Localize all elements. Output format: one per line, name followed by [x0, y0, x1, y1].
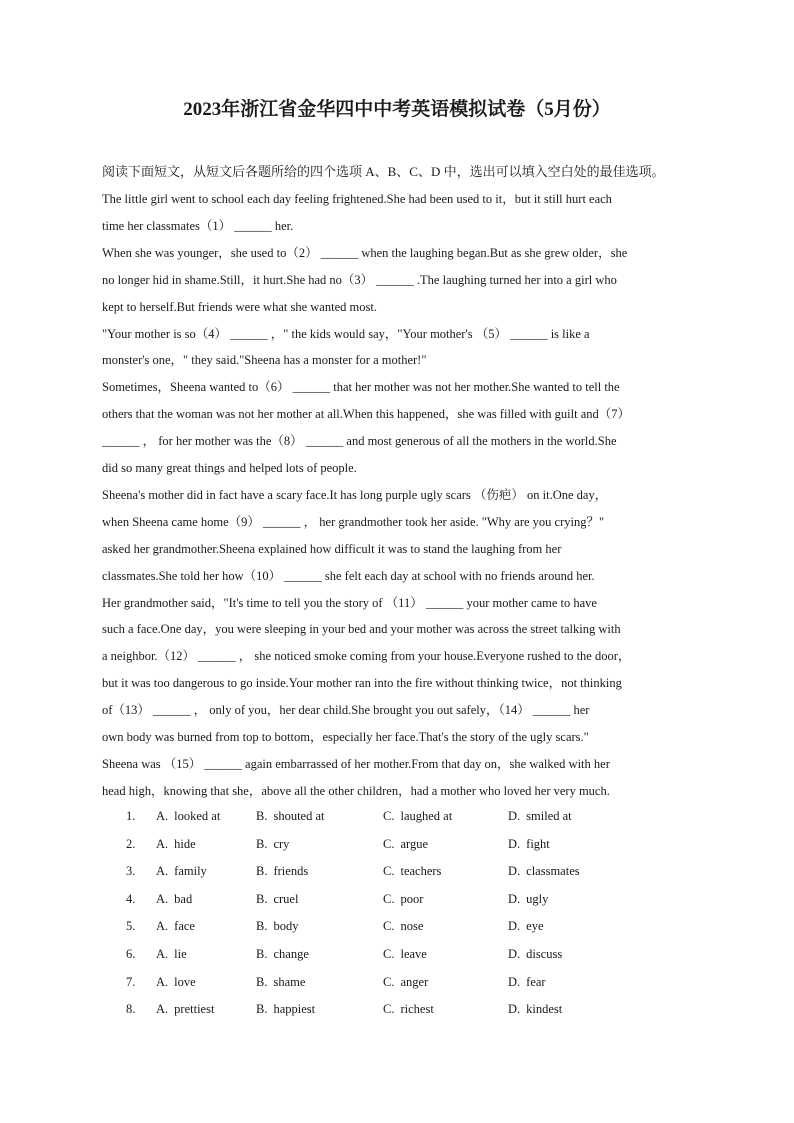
option-text: shame	[273, 975, 306, 989]
option-letter: D.	[508, 837, 521, 851]
passage-line: kept to herself.But friends were what she wanted most.	[102, 300, 377, 314]
option-letter: B.	[256, 837, 268, 851]
option-c[interactable]	[383, 836, 428, 852]
option-letter: B.	[256, 809, 268, 823]
option-d[interactable]	[508, 836, 550, 852]
option-b[interactable]	[256, 808, 325, 824]
option-text: laughed at	[400, 809, 453, 823]
option-letter: C.	[383, 809, 395, 823]
passage-line: but it was too dangerous to go inside.Your mother ran into the fire without thinking twice，not thinking	[102, 676, 622, 690]
option-letter: D.	[508, 919, 521, 933]
passage-line: head high，knowing that she，above all the other children，had a mother who loved her very much.	[102, 784, 610, 798]
option-letter: D.	[508, 864, 521, 878]
option-c[interactable]	[383, 1001, 434, 1017]
option-letter: B.	[256, 1002, 268, 1016]
option-letter: A.	[156, 864, 169, 878]
passage-line: Her grandmother said，"It's time to tell you the story of （11） ______ your mother came to have	[102, 596, 597, 610]
option-b[interactable]	[256, 836, 289, 852]
passage-line: ______ ， for her mother was the（8） ______ and most generous of all the mothers in the world.She	[102, 434, 617, 448]
option-text: argue	[400, 837, 429, 851]
option-d[interactable]	[508, 1001, 562, 1017]
option-text: richest	[400, 1002, 434, 1016]
option-a[interactable]	[156, 808, 220, 824]
option-text: kindest	[526, 1002, 563, 1016]
option-b[interactable]	[256, 1001, 315, 1017]
option-c[interactable]	[383, 808, 452, 824]
option-c[interactable]	[383, 918, 423, 934]
option-text: prettiest	[174, 1002, 215, 1016]
option-text: love	[174, 975, 196, 989]
option-letter: D.	[508, 975, 521, 989]
option-text: family	[174, 864, 207, 878]
passage-line: such a face.One day，you were sleeping in your bed and your mother was across the street talking with	[102, 622, 621, 636]
option-letter: C.	[383, 864, 395, 878]
passage-line: Sheena's mother did in fact have a scary face.It has long purple ugly scars （伤疤） on it.One day，	[102, 488, 608, 502]
option-letter: C.	[383, 1002, 395, 1016]
option-b[interactable]	[256, 918, 298, 934]
option-text: friends	[273, 864, 309, 878]
option-letter: A.	[156, 1002, 169, 1016]
option-letter: A.	[156, 947, 169, 961]
question-number: 3.	[126, 864, 136, 878]
option-letter: B.	[256, 947, 268, 961]
option-a[interactable]	[156, 836, 196, 852]
option-text: happiest	[273, 1002, 316, 1016]
option-letter: D.	[508, 809, 521, 823]
option-text: nose	[400, 919, 424, 933]
passage-line: of（13） ______ ， only of you，her dear child.She brought you out safely，（14） ______ her	[102, 703, 590, 717]
option-a[interactable]	[156, 974, 196, 990]
option-text: body	[273, 919, 299, 933]
option-text: eye	[526, 919, 544, 933]
passage-line: Sometimes，Sheena wanted to（6） ______ that her mother was not her mother.She wanted to tell the	[102, 380, 620, 394]
option-b[interactable]	[256, 946, 309, 962]
instruction-text: 阅读下面短文，从短文后各题所给的四个选项 A、B、C、D 中，选出可以填入空白处的最佳选项。	[102, 164, 665, 179]
option-text: cry	[273, 837, 290, 851]
passage-line: When she was younger，she used to（2） ______ when the laughing began.But as she grew older，she	[102, 246, 628, 260]
option-text: teachers	[400, 864, 442, 878]
passage-line: others that the woman was not her mother at all.When this happened，she was filled with guilt and（7）	[102, 407, 631, 421]
option-text: fight	[526, 837, 550, 851]
passage-line: The little girl went to school each day feeling frightened.She had been used to it，but it still hurt each	[102, 192, 612, 206]
passage-line: monster's one，" they said."Sheena has a monster for a mother!"	[102, 353, 427, 367]
question-number: 5.	[126, 919, 136, 933]
option-letter: C.	[383, 975, 395, 989]
passage-line: no longer hid in shame.Still，it hurt.She had no（3） ______ .The laughing turned her into a girl who	[102, 273, 617, 287]
option-c[interactable]	[383, 946, 427, 962]
option-letter: A.	[156, 837, 169, 851]
option-text: discuss	[526, 947, 563, 961]
option-letter: C.	[383, 947, 395, 961]
option-letter: D.	[508, 1002, 521, 1016]
option-text: lie	[174, 947, 187, 961]
option-text: smiled at	[526, 809, 572, 823]
passage-line: own body was burned from top to bottom，especially her face.That's the story of the ugly scars."	[102, 730, 589, 744]
option-letter: C.	[383, 892, 395, 906]
option-a[interactable]	[156, 891, 192, 907]
question-number: 1.	[126, 809, 136, 823]
option-letter: D.	[508, 947, 521, 961]
option-b[interactable]	[256, 863, 308, 879]
option-a[interactable]	[156, 1001, 214, 1017]
passage-line: did so many great things and helped lots of people.	[102, 461, 357, 475]
question-number: 8.	[126, 1002, 136, 1016]
option-text: fear	[526, 975, 546, 989]
option-letter: B.	[256, 864, 268, 878]
option-c[interactable]	[383, 891, 423, 907]
option-a[interactable]	[156, 918, 195, 934]
option-text: change	[273, 947, 309, 961]
option-text: ugly	[526, 892, 549, 906]
option-b[interactable]	[256, 974, 305, 990]
question-number: 2.	[126, 837, 136, 851]
option-a[interactable]	[156, 946, 187, 962]
option-text: anger	[400, 975, 429, 989]
option-text: leave	[400, 947, 427, 961]
question-number: 4.	[126, 892, 136, 906]
passage-line: "Your mother is so（4） ______ ，" the kids would say，"Your mother's （5） ______ is like a	[102, 327, 590, 341]
option-letter: C.	[383, 837, 395, 851]
option-c[interactable]	[383, 974, 428, 990]
option-text: cruel	[273, 892, 299, 906]
option-c[interactable]	[383, 863, 441, 879]
passage-line: time her classmates（1） ______ her.	[102, 219, 294, 233]
option-text: bad	[174, 892, 193, 906]
option-letter: B.	[256, 975, 268, 989]
option-letter: B.	[256, 919, 268, 933]
option-a[interactable]	[156, 863, 207, 879]
passage-line: when Sheena came home（9） ______ ， her grandmother took her aside. "Why are you crying？"	[102, 515, 605, 529]
option-b[interactable]	[256, 891, 298, 907]
option-letter: D.	[508, 892, 521, 906]
option-d[interactable]	[508, 891, 548, 907]
passage-line: classmates.She told her how（10） ______ she felt each day at school with no friends around her.	[102, 569, 595, 583]
option-d[interactable]	[508, 863, 580, 879]
option-d[interactable]	[508, 808, 572, 824]
option-letter: A.	[156, 809, 169, 823]
option-text: hide	[174, 837, 196, 851]
option-letter: B.	[256, 892, 268, 906]
option-text: looked at	[174, 809, 221, 823]
option-letter: A.	[156, 919, 169, 933]
question-number: 7.	[126, 975, 136, 989]
option-text: classmates	[526, 864, 580, 878]
option-letter: C.	[383, 919, 395, 933]
option-text: poor	[400, 892, 424, 906]
option-d[interactable]	[508, 974, 546, 990]
option-text: shouted at	[273, 809, 325, 823]
passage-line: Sheena was （15） ______ again embarrassed of her mother.From that day on，she walked with her	[102, 757, 610, 771]
option-d[interactable]	[508, 946, 562, 962]
question-number: 6.	[126, 947, 136, 961]
passage-line: a neighbor.（12） ______ ， she noticed smoke coming from your house.Everyone rushed to the door，	[102, 649, 631, 663]
passage-line: asked her grandmother.Sheena explained how difficult it was to stand the laughing from her	[102, 542, 562, 556]
option-letter: A.	[156, 975, 169, 989]
page-title: 2023年浙江省金华四中中考英语模拟试卷（5月份）	[183, 99, 611, 120]
option-d[interactable]	[508, 918, 544, 934]
option-text: face	[174, 919, 195, 933]
option-letter: A.	[156, 892, 169, 906]
